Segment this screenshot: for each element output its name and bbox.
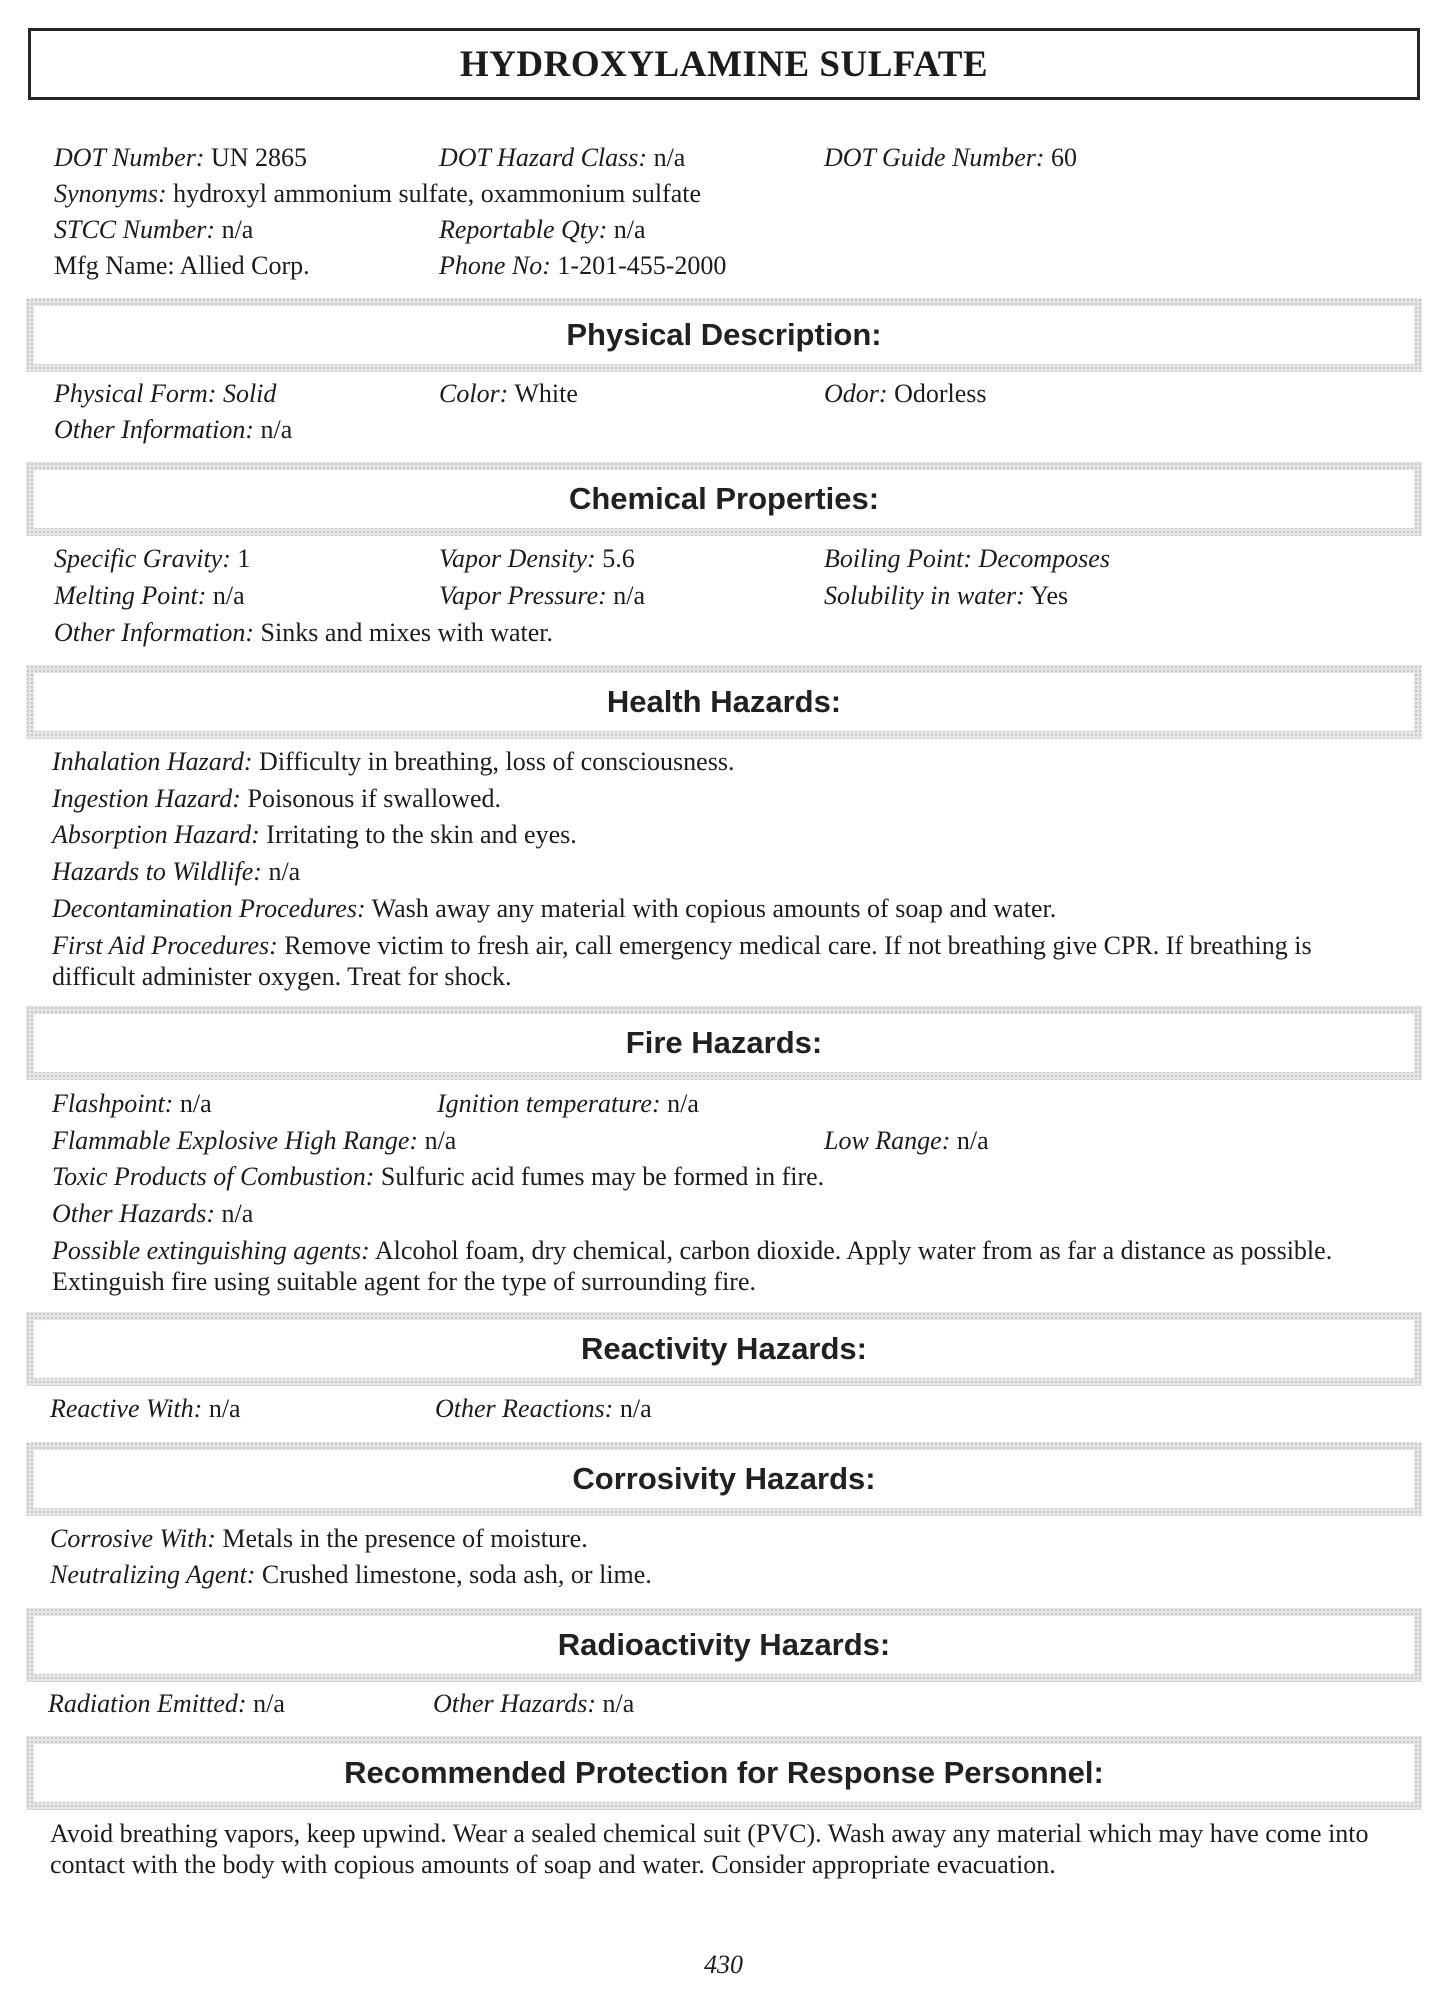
- reportable-qty: Reportable Qty: n/a: [439, 215, 646, 244]
- flashpoint: Flashpoint: n/a: [52, 1089, 212, 1118]
- dot-hazard-class: DOT Hazard Class: n/a: [439, 143, 686, 172]
- section-heading-protection: Recommended Protection for Response Personnel:: [34, 1744, 1414, 1802]
- boiling-point: Boiling Point: Decomposes: [824, 544, 1110, 573]
- other-reactions: Other Reactions: n/a: [435, 1394, 652, 1423]
- first-aid-procedures: First Aid Procedures: Remove victim to fresh air, call emergency medical care. If not breathing give CPR. If breathing is difficult administer oxygen. Treat for shock.: [52, 931, 1312, 991]
- section-heading-health: Health Hazards:: [34, 673, 1414, 731]
- section-heading-fire: Fire Hazards:: [34, 1014, 1414, 1072]
- flammable-high-range: Flammable Explosive High Range: n/a: [52, 1126, 457, 1155]
- physical-odor: Odor: Odorless: [824, 379, 987, 408]
- section-band-physical: [26, 298, 1422, 372]
- vapor-density: Vapor Density: 5.6: [439, 544, 635, 573]
- extinguishing-agents: Possible extinguishing agents: Alcohol foam, dry chemical, carbon dioxide. Apply water from as far a distance as possible. Extinguish fire using suitable agent for the type of surrounding fire.: [52, 1236, 1333, 1296]
- reactive-with: Reactive With: n/a: [50, 1394, 241, 1423]
- title-text: HYDROXYLAMINE SULFATE: [459, 43, 989, 85]
- low-range: Low Range: n/a: [824, 1126, 989, 1155]
- section-heading-reactivity: Reactivity Hazards:: [34, 1320, 1414, 1378]
- section-band-protection: [26, 1736, 1422, 1810]
- section-band-fire: [26, 1006, 1422, 1080]
- solubility: Solubility in water: Yes: [824, 581, 1069, 610]
- mfg-name: Mfg Name: Allied Corp.: [54, 251, 310, 280]
- fire-other-hazards: Other Hazards: n/a: [52, 1199, 254, 1228]
- dot-guide-number: DOT Guide Number: 60: [824, 143, 1078, 172]
- section-heading-corrosivity: Corrosivity Hazards:: [34, 1450, 1414, 1508]
- section-heading-radioactivity: Radioactivity Hazards:: [34, 1616, 1414, 1674]
- ingestion-hazard: Ingestion Hazard: Poisonous if swallowed.: [52, 784, 501, 813]
- section-band-reactivity: [26, 1312, 1422, 1386]
- radioactivity-other-hazards: Other Hazards: n/a: [433, 1689, 635, 1718]
- physical-other: Other Information: n/a: [54, 415, 293, 444]
- radiation-emitted: Radiation Emitted: n/a: [48, 1689, 285, 1718]
- absorption-hazard: Absorption Hazard: Irritating to the skin and eyes.: [52, 820, 577, 849]
- section-band-health: [26, 665, 1422, 739]
- ignition-temperature: Ignition temperature: n/a: [437, 1089, 699, 1118]
- page-number: 430: [704, 1950, 743, 1979]
- phone-no: Phone No: 1-201-455-2000: [439, 251, 727, 280]
- stcc-number: STCC Number: n/a: [54, 215, 254, 244]
- hazards-to-wildlife: Hazards to Wildlife: n/a: [52, 857, 301, 886]
- neutralizing-agent: Neutralizing Agent: Crushed limestone, soda ash, or lime.: [50, 1560, 652, 1589]
- section-band-chemical: [26, 462, 1422, 536]
- specific-gravity: Specific Gravity: 1: [54, 544, 251, 573]
- vapor-pressure: Vapor Pressure: n/a: [439, 581, 646, 610]
- toxic-products: Toxic Products of Combustion: Sulfuric acid fumes may be formed in fire.: [52, 1162, 825, 1191]
- section-band-corrosivity: [26, 1442, 1422, 1516]
- section-heading-chemical: Chemical Properties:: [34, 470, 1414, 528]
- inhalation-hazard: Inhalation Hazard: Difficulty in breathing, loss of consciousness.: [52, 747, 735, 776]
- physical-form: Physical Form: Solid: [54, 379, 277, 408]
- section-heading-physical: Physical Description:: [34, 306, 1414, 364]
- dot-number: DOT Number: UN 2865: [54, 143, 308, 172]
- physical-color: Color: White: [439, 379, 578, 408]
- decontamination-procedures: Decontamination Procedures: Wash away any material with copious amounts of soap and water.: [52, 894, 1057, 923]
- section-band-radioactivity: [26, 1608, 1422, 1682]
- protection-text: Avoid breathing vapors, keep upwind. Wear a sealed chemical suit (PVC). Wash away any material which may have come into contact with the body with copious amounts of soap and water. Consider appropriate evacuation.: [50, 1819, 1369, 1879]
- melting-point: Melting Point: n/a: [54, 581, 245, 610]
- document-title: [28, 28, 1420, 100]
- synonyms: Synonyms: hydroxyl ammonium sulfate, oxammonium sulfate: [54, 179, 701, 208]
- corrosive-with: Corrosive With: Metals in the presence of moisture.: [50, 1524, 588, 1553]
- chemical-other: Other Information: Sinks and mixes with water.: [54, 618, 554, 647]
